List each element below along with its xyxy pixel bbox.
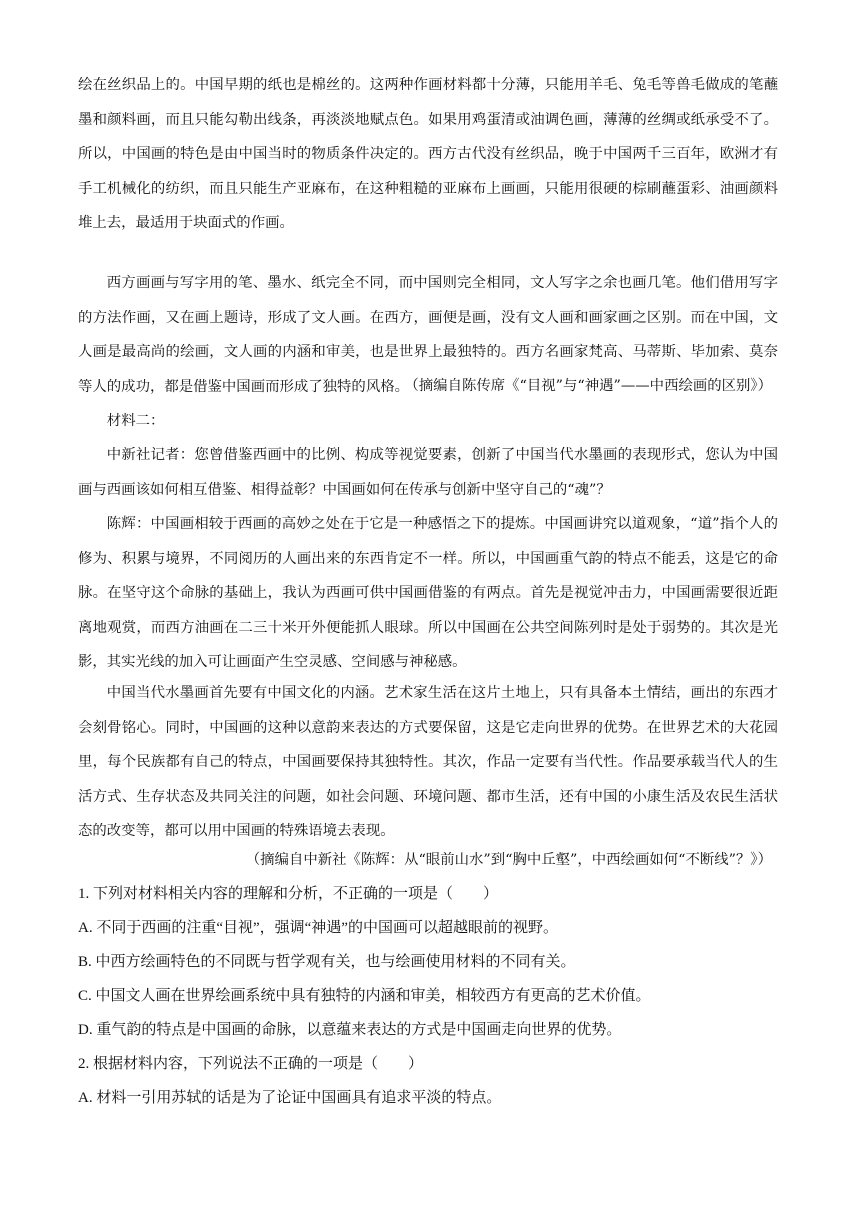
question-1-option-a: A. 不同于西画的注重“目视”，强调“神遇”的中国画可以超越眼前的视野。 <box>78 920 558 936</box>
question-2-option-a: A. 材料一引用苏轼的话是为了论证中国画具有追求平淡的特点。 <box>78 1090 502 1106</box>
paragraph-interview-question: 中新社记者：您曾借鉴西画中的比例、构成等视觉要素，创新了中国当代水墨画的表现形式，您认为中国画与西画该如何相互借鉴、相得益彰？中国画如何在传承与创新中坚守自己的“魂”？ <box>78 447 778 498</box>
source-citation-1: （摘编自陈传席《“目视”与“神遇”——中西绘画的区别》） <box>404 378 772 394</box>
question-2: 2. 根据材料内容，下列说法不正确的一项是（ ） <box>78 1056 424 1072</box>
paragraph-material1-part2: 西方画画与写字用的笔、墨水、纸完全不同，而中国则完全相同，文人写字之余也画几笔。他们借用写字的方法作画，又在画上题诗，形成了文人画。在西方，画便是画，没有文人画和画家画之区别。而在中国，文人画是最高尚的绘画，文人画的内涵和审美，也是世界上最独特的。西方名画家梵高、马蒂斯、毕加索、莫奈等人的成功，都是借鉴中国画而形成了独特的风格。 <box>78 275 778 395</box>
source-citation-2: （摘编自中新社《陈辉：从“眼前山水”到“胸中丘壑”，中西绘画如何“不断线”？》） <box>245 852 772 868</box>
paragraph-chen-hui-answer-2: 中国当代水墨画首先要有中国文化的内涵。艺术家生活在这片土地上，只有具备本土情结，画出的东西才会刻骨铭心。同时，中国画的这种以意韵来表达的方式要保留，这是它走向世界的优势。在世界艺术的大花园里，每个民族都有自己的特点，中国画要保持其独特性。其次，作品一定要有当代性。作品要承载当代人的生活方式、生存状态及共同关注的问题，如社会问题、环境问题、都市生活，还有中国的小康生活及农民生活状态的改变等，都可以用中国画的特殊语境去表现。 <box>78 685 778 839</box>
question-1-option-b: B. 中西方绘画特色的不同既与哲学观有关，也与绘画使用材料的不同有关。 <box>78 954 576 970</box>
question-1-option-d: D. 重气韵的特点是中国画的命脉，以意蕴来表达的方式是中国画走向世界的优势。 <box>78 1022 622 1038</box>
paragraph-chen-hui-answer-1: 陈辉：中国画相较于西画的高妙之处在于它是一种感悟之下的提炼。中国画讲究以道观象，“道”指个人的修为、积累与境界，不同阅历的人画出来的东西肯定不一样。所以，中国画重气韵的特点不能丢，这是它的命脉。在坚守这个命脉的基础上，我认为西画可供中国画借鉴的有两点。首先是视觉冲击力，中国画需要很近距离地观赏，而西方油画在二三十米开外便能抓人眼球。所以中国画在公共空间陈列时是处于弱势的。其次是光影，其实光线的加入可让画面产生空灵感、空间感与神秘感。 <box>78 516 778 670</box>
question-1: 1. 下列对材料相关内容的理解和分析，不正确的一项是（ ） <box>78 886 499 902</box>
material-2-heading: 材料二： <box>106 413 165 429</box>
question-1-option-c: C. 中国文人画在世界绘画系统中具有独特的内涵和审美，相较西方有更高的艺术价值。 <box>78 988 651 1004</box>
paragraph-material1-part1: 绘在丝织品上的。中国早期的纸也是棉丝的。这两种作画材料都十分薄，只能用羊毛、兔毛等兽毛做成的笔蘸墨和颜料画，而且只能勾勒出线条，再淡淡地赋点色。如果用鸡蛋清或油调色画，薄薄的丝绸或纸承受不了。所以，中国画的特色是由中国当时的物质条件决定的。西方古代没有丝织品，晚于中国两千三百年，欧洲才有手工机械化的纺织，而且只能生产亚麻布，在这种粗糙的亚麻布上画画，只能用很硬的棕刷蘸蛋彩、油画颜料堆上去，最适用于块面式的作画。 <box>78 77 778 231</box>
